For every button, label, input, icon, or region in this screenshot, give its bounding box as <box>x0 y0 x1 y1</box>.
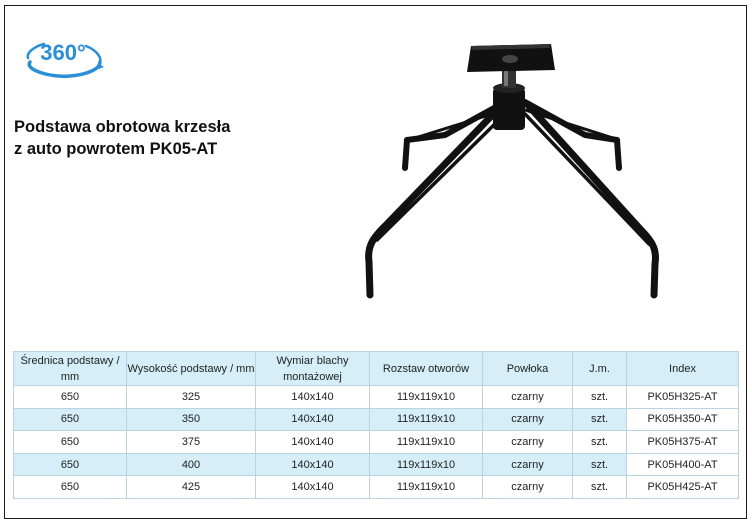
table-row <box>14 453 739 476</box>
cell-index: PK05H350-AT <box>627 408 739 431</box>
header-index: Index <box>627 352 739 386</box>
cell-diameter: 650 <box>14 431 127 454</box>
product-title-line2: z auto powrotem PK05-AT <box>14 140 218 158</box>
chair-base-image <box>355 40 670 305</box>
cell-index: PK05H425-AT <box>627 476 739 499</box>
cell-unit: szt. <box>573 476 627 499</box>
cell-hole-spacing: 119x119x10 <box>370 408 483 431</box>
cell-plate-size: 140x140 <box>256 408 370 431</box>
cell-height: 400 <box>127 453 256 476</box>
cell-coating: czarny <box>483 431 573 454</box>
table-row <box>14 386 739 409</box>
header-diameter: Średnica podstawy / mm <box>14 352 127 386</box>
spec-table <box>13 351 739 499</box>
table-row <box>14 408 739 431</box>
product-title-line1: Podstawa obrotowa krzesła <box>14 118 231 136</box>
logo-text: 360° <box>40 40 86 65</box>
table-row <box>14 476 739 499</box>
cell-plate-size: 140x140 <box>256 431 370 454</box>
cell-index: PK05H325-AT <box>627 386 739 409</box>
cell-plate-size: 140x140 <box>256 386 370 409</box>
cell-hole-spacing: 119x119x10 <box>370 431 483 454</box>
product-title <box>14 116 274 160</box>
header-coating: Powłoka <box>483 352 573 386</box>
table-header-row <box>14 352 739 386</box>
cell-plate-size: 140x140 <box>256 476 370 499</box>
table-row <box>14 431 739 454</box>
cell-unit: szt. <box>573 453 627 476</box>
cell-coating: czarny <box>483 408 573 431</box>
header-plate-size: Wymiar blachy montażowej <box>256 352 370 386</box>
cell-index: PK05H400-AT <box>627 453 739 476</box>
cell-coating: czarny <box>483 476 573 499</box>
rotate-360-icon <box>22 36 104 80</box>
header-height: Wysokość podstawy / mm <box>127 352 256 386</box>
cell-unit: szt. <box>573 431 627 454</box>
cell-diameter: 650 <box>14 408 127 431</box>
cell-hole-spacing: 119x119x10 <box>370 386 483 409</box>
cell-coating: czarny <box>483 386 573 409</box>
cell-plate-size: 140x140 <box>256 453 370 476</box>
cell-diameter: 650 <box>14 386 127 409</box>
cell-diameter: 650 <box>14 476 127 499</box>
cell-hole-spacing: 119x119x10 <box>370 453 483 476</box>
cell-hole-spacing: 119x119x10 <box>370 476 483 499</box>
cell-height: 375 <box>127 431 256 454</box>
cell-diameter: 650 <box>14 453 127 476</box>
cell-index: PK05H375-AT <box>627 431 739 454</box>
cell-height: 325 <box>127 386 256 409</box>
cell-height: 425 <box>127 476 256 499</box>
header-unit: J.m. <box>573 352 627 386</box>
cell-coating: czarny <box>483 453 573 476</box>
header-hole-spacing: Rozstaw otworów <box>370 352 483 386</box>
cell-unit: szt. <box>573 408 627 431</box>
cell-height: 350 <box>127 408 256 431</box>
cell-unit: szt. <box>573 386 627 409</box>
